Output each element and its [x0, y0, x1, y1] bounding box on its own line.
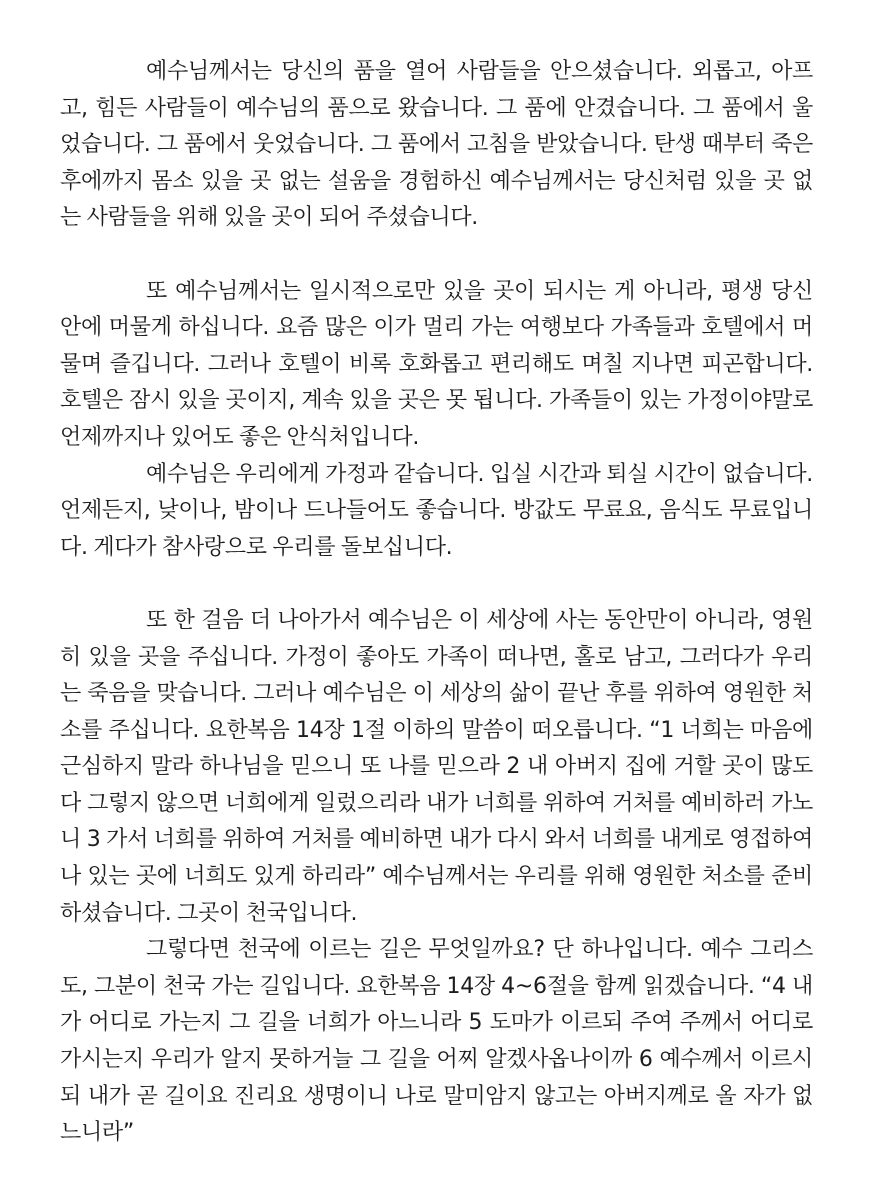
paragraph-1: 예수님께서는 당신의 품을 열어 사람들을 안으셨습니다. 외롭고, 아프고, 힘든 사람들이 예수님의 품으로 왔습니다. 그 품에 안겼습니다. 그 품에서 울었습니다. 그 품에서 웃었습니다. 그 품에서 고침을 받았습니다. 탄생 때부터 죽은 후에까지 몸소 있을 곳 없는 설움을 경험하신 예수님께서는 당신처럼 있을 곳 없는 사람들을 위해 있을 곳이 되어 주셨습니다.	[60, 59, 813, 231]
paragraph-5: 그렇다면 천국에 이르는 길은 무엇일까요? 단 하나입니다. 예수 그리스도, 그분이 천국 가는 길입니다. 요한복음 14장 4~6절을 함께 읽겠습니다. “4 내가 어디로 가는지 그 길을 너희가 아느니라 5 도마가 이르되 주여 주께서 어디로 가시는지 우리가 알지 못하거늘 그 길을 어찌 알겠사옵나이까 6 예수께서 이르시되 내가 곧 길이요 진리요 생명이니 나로 말미암지 않고는 아버지께로 올 자가 없느니라”	[60, 937, 813, 1146]
paragraph-spacer	[60, 237, 813, 274]
paragraph-4: 또 한 걸음 더 나아가서 예수님은 이 세상에 사는 동안만이 아니라, 영원히 있을 곳을 주십니다. 가정이 좋아도 가족이 떠나면, 홀로 남고, 그러다가 우리는 죽음을 맞습니다. 그러나 예수님은 이 세상의 삶이 끝난 후를 위하여 영원한 처소를 주십니다. 요한복음 14장 1절 이하의 말씀이 떠오릅니다. “1 너희는 마음에 근심하지 말라 하나님을 믿으니 또 나를 믿으라 2 내 아버지 집에 거할 곳이 많도다 그렇지 않으면 너희에게 일렀으리라 내가 너희를 위하여 거처를 예비하러 가노니 3 가서 너희를 위하여 거처를 예비하면 내가 다시 와서 너희를 내게로 영접하여 나 있는 곳에 너희도 있게 하리라” 예수님께서는 우리를 위해 영원한 처소를 준비하셨습니다. 그곳이 천국입니다.	[60, 607, 813, 926]
paragraph-2: 또 예수님께서는 일시적으로만 있을 곳이 되시는 게 아니라, 평생 당신 안에 머물게 하십니다. 요즘 많은 이가 멀리 가는 여행보다 가족들과 호텔에서 머물며 즐깁니다. 그러나 호텔이 비록 호화롭고 편리해도 며칠 지나면 피곤합니다. 호텔은 잠시 있을 곳이지, 계속 있을 곳은 못 됩니다. 가족들이 있는 가정이야말로 언제까지나 있어도 좋은 안식처입니다.	[60, 278, 813, 450]
paragraph-spacer	[60, 566, 813, 603]
paragraph-3: 예수님은 우리에게 가정과 같습니다. 입실 시간과 퇴실 시간이 없습니다. 언제든지, 낮이나, 밤이나 드나들어도 좋습니다. 방값도 무료요, 음식도 무료입니다. 게다가 참사랑으로 우리를 돌보십니다.	[60, 461, 813, 560]
document-body	[60, 54, 813, 1152]
